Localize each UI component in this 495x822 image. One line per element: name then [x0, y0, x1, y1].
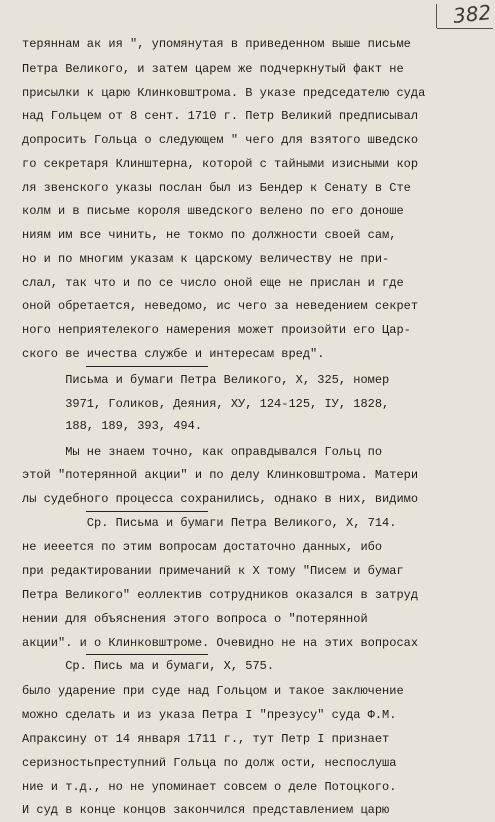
- text-line: при редактировании примечаний к Х тому "Писем и бумаг: [22, 564, 404, 578]
- page-number-bracket: [436, 4, 437, 28]
- text-line: ниям им все чинить, не токмо по должности своей сам,: [22, 228, 397, 242]
- page-number-underline: [437, 28, 493, 29]
- text-line: ние и т.д., но не упоминает совсем о деле Потоцкого.: [22, 780, 397, 794]
- text-line: над Гольцем от 8 сент. 1710 г. Петр Великий предписывал: [22, 109, 419, 123]
- text-line: колм и в письме короля шведского велено по его доноше: [22, 204, 404, 218]
- text-line: Апраксину от 14 января 1711 г., тут Петр I признает: [22, 732, 390, 746]
- footnote-line: 3971, Голиков, Деяния, ХУ, 124-125, IУ, 1828,: [22, 397, 390, 411]
- text-line: слал, так что и по се число оной еще не прислан и где: [22, 276, 404, 290]
- footnote-line: 188, 189, 393, 494.: [22, 419, 203, 433]
- text-line: ля звенского указы послан был из Бендер к Сенату в Сте: [22, 181, 411, 195]
- text-line: ного неприятелекого намерения может произойти его Цар-: [22, 323, 411, 337]
- text-line: Мы не знаем точно, как оправдывался Гольц по: [22, 445, 383, 459]
- text-line: И суд в конце концов закончился представлением царю: [22, 803, 390, 817]
- footnote-line: Ср. Письма и бумаги Петра Великого, Х, 714.: [22, 516, 397, 530]
- text-line: нении для объяснения этого вопроса о "потерянной: [22, 612, 368, 626]
- text-line: ского ве ичества службе и интересам вред".: [22, 347, 325, 361]
- text-line: Петра Великого" еоллектив сотрудников оказался в затруд: [22, 588, 419, 602]
- text-line: было ударение при суде над Гольцом и такое заключение: [22, 684, 404, 698]
- text-line: не иееется по этим вопросам достаточно данных, ибо: [22, 540, 383, 554]
- text-line: можно сделать и из указа Петра I "презусу" суда Ф.М.: [22, 708, 397, 722]
- footnote-line: Ср. Пись ма и бумаги, Х, 575.: [22, 659, 275, 673]
- text-line: го секретаря Клинштерна, которой с тайными изисными кор: [22, 157, 419, 171]
- text-line: допросить Гольца о следующем " чего для взятого шведско: [22, 133, 419, 147]
- text-line: оной обретается, неведомо, ис чего за неведением секрет: [22, 299, 419, 313]
- footnote-separator: [86, 366, 208, 367]
- text-line: серизностьпреступний Гольца по долж ости, неспослуша: [22, 756, 397, 770]
- text-line: но и по многим указам к царскому величеству не при-: [22, 252, 390, 266]
- text-line: теряннам ак ия ", упомянутая в приведенном выше письме: [22, 37, 411, 51]
- text-line: Петра Великого, и затем царем же подчеркнутый факт не: [22, 62, 404, 76]
- footnote-separator: [86, 654, 208, 655]
- text-line: акции". и о Клинковштроме. Очевидно не на этих вопросах: [22, 636, 419, 650]
- text-line: присылки к царю Клинковштрома. В указе председателю суда: [22, 86, 426, 100]
- footnote-separator: [86, 511, 208, 512]
- footnote-line: Письма и бумаги Петра Великого, Х, 325, номер: [22, 373, 390, 387]
- page-number: 382: [451, 0, 493, 28]
- text-line: лы судебного процесса сохранились, однако в них, видимо: [22, 492, 419, 506]
- text-line: этой "потерянной акции" и по делу Клинковштрома. Матери: [22, 468, 419, 482]
